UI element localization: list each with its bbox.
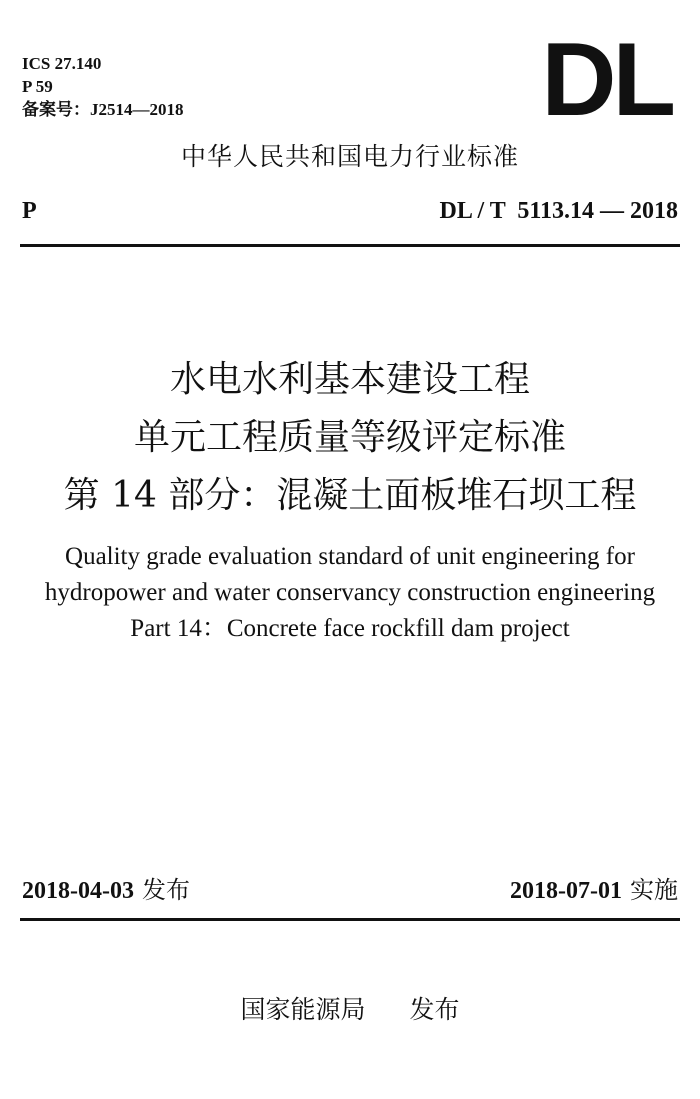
chinese-title-line-1: 水电水利基本建设工程 xyxy=(169,359,530,400)
implementation-date: 2018-07-01 xyxy=(510,878,622,904)
chinese-title-line-3: 第 14 部分：混凝土面板堆石坝工程 xyxy=(63,475,637,516)
issue-date: 2018-04-03 xyxy=(22,878,134,904)
filing-number: 备案号：J2514—2018 xyxy=(22,100,184,119)
implementation-label: 实施 xyxy=(630,876,678,904)
bottom-divider xyxy=(20,918,680,921)
industry-standard-title: 中华人民共和国电力行业标准 xyxy=(180,142,519,171)
english-title-line-2: hydropower and water conservancy construction engineering xyxy=(44,579,656,606)
publisher-action: 发布 xyxy=(409,995,460,1024)
top-divider xyxy=(20,244,680,247)
publisher-row xyxy=(0,994,700,1026)
chinese-title-line-2: 单元工程质量等级评定标准 xyxy=(133,417,566,458)
standard-number-text: DL / T 5113.14 — 2018 xyxy=(439,198,678,224)
dl-logo: DL xyxy=(541,22,672,138)
ccs-code: P 59 xyxy=(22,77,53,96)
standard-number xyxy=(440,197,679,225)
english-title-line-3: Part 14：Concrete face rockfill dam project xyxy=(130,615,570,642)
issue-label: 发布 xyxy=(141,876,190,904)
implementation-date-row xyxy=(510,874,678,907)
category-letter: P xyxy=(22,198,37,224)
english-title-line-1: Quality grade evaluation standard of unit engineering for xyxy=(65,543,635,570)
publisher-name: 国家能源局 xyxy=(240,995,366,1024)
issue-date-row xyxy=(22,874,190,907)
ics-code: ICS 27.140 xyxy=(22,54,102,73)
